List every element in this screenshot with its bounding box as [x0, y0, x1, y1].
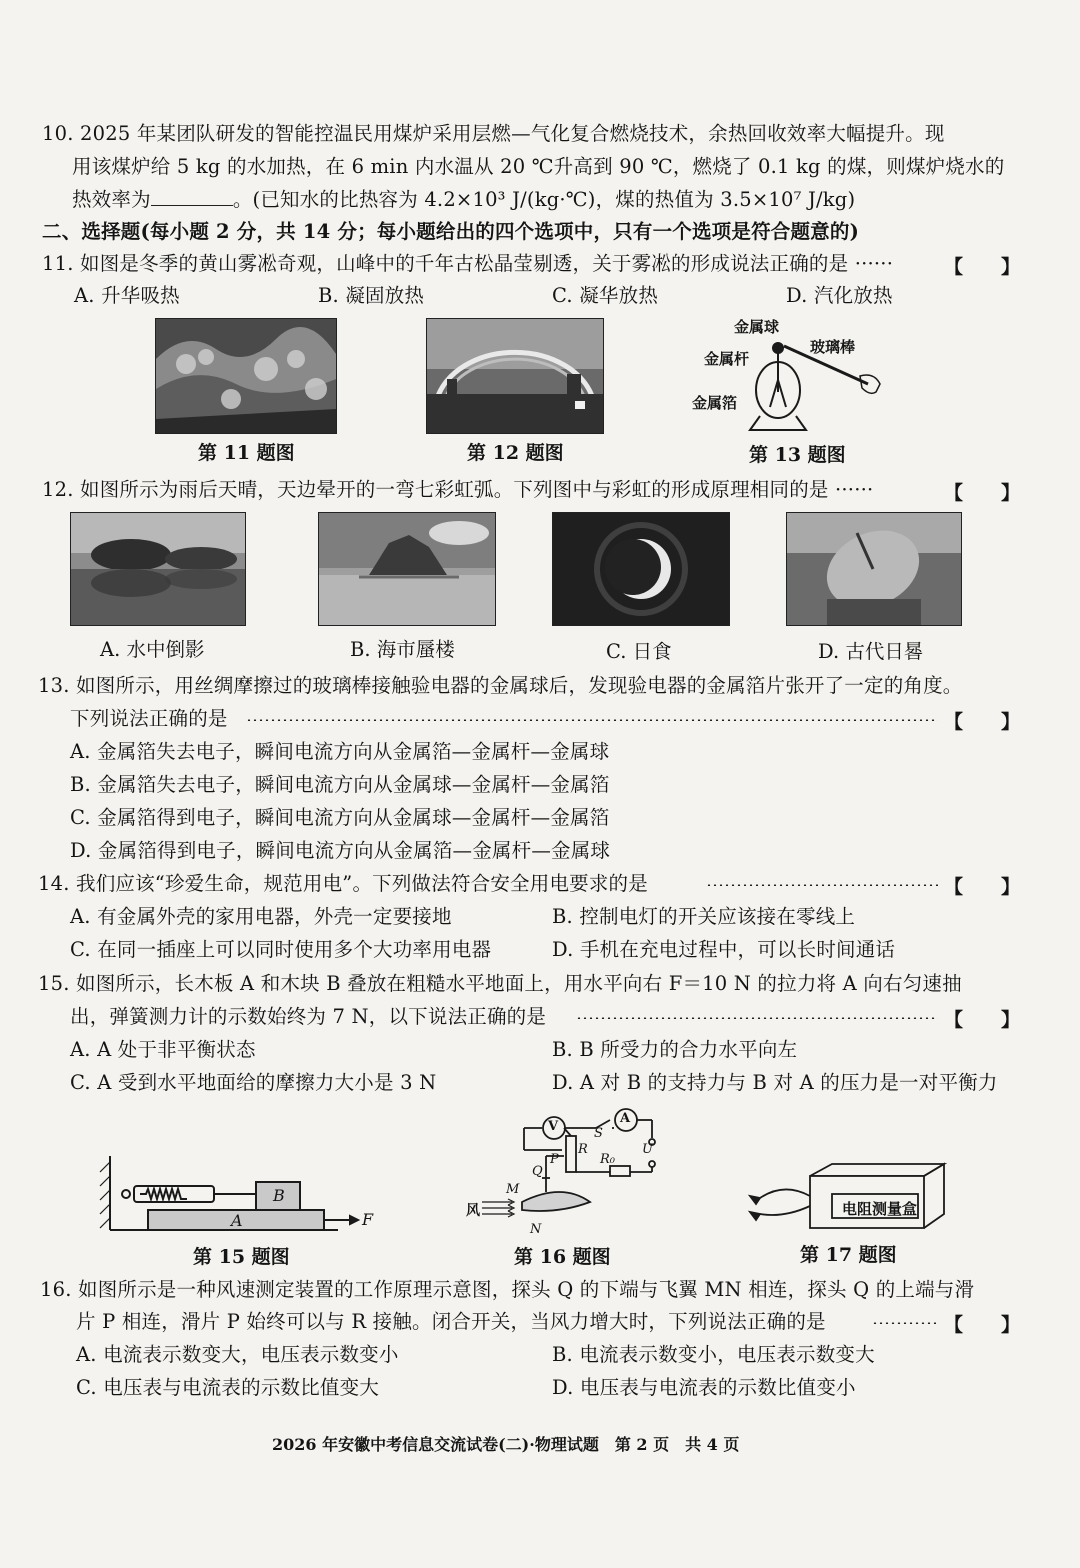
q13-answer-bracket[interactable]: 【 】: [944, 711, 1021, 733]
q11-option-c[interactable]: C. 凝华放热: [552, 284, 659, 307]
q12-photo-b-mirage: [318, 512, 496, 626]
q14-stem: 14. 我们应该“珍爱生命，规范用电”。下列做法符合安全用电要求的是: [38, 872, 648, 895]
q14-option-b[interactable]: B. 控制电灯的开关应该接在零线上: [552, 905, 856, 928]
q16-option-c[interactable]: C. 电压表与电流表的示数比值变大: [76, 1376, 380, 1399]
page-footer: 2026 年安徽中考信息交流试卷(二)·物理试题 第 2 页 共 4 页: [272, 1435, 740, 1454]
fig17-resistance-box-diagram: [744, 1162, 954, 1242]
q13-option-b[interactable]: B. 金属箔失去电子，瞬间电流方向从金属球—金属杆—金属箔: [70, 773, 610, 796]
q12-photo-a-reflection: [70, 512, 246, 626]
q12-option-a[interactable]: A. 水中倒影: [100, 638, 205, 661]
q12-stem: 12. 如图所示为雨后天晴，天边晕开的一弯七彩虹弧。下列图中与彩虹的形成原理相同的是 ······: [42, 478, 874, 501]
q12-answer-bracket[interactable]: 【 】: [944, 482, 1021, 504]
q10-line-3-pre: 热效率为: [72, 188, 151, 211]
q10-line-1: 10. 2025 年某团队研发的智能控温民用煤炉采用层燃—气化复合燃烧技术，余热回收效率大幅提升。现: [42, 122, 945, 145]
fig17-box-label: 电阻测量盒: [842, 1200, 918, 1218]
fig13-label-foil: 金属箔: [692, 394, 738, 412]
q10-line-3: [72, 186, 855, 214]
q16-option-a[interactable]: A. 电流表示数变大，电压表示数变小: [76, 1343, 399, 1366]
q15-option-a[interactable]: A. A 处于非平衡状态: [70, 1038, 256, 1061]
q16-line-1: 16. 如图所示是一种风速测定装置的工作原理示意图，探头 Q 的下端与飞翼 MN 相连，探头 Q 的上端与滑: [40, 1278, 975, 1301]
fig16-n-label: N: [530, 1222, 542, 1237]
fig15-label-f: F: [362, 1210, 374, 1229]
q13-line-2: 下列说法正确的是: [70, 707, 228, 730]
caption-fig12: 第 12 题图: [467, 442, 564, 464]
q14-answer-bracket[interactable]: 【 】: [944, 876, 1021, 898]
q10-line-2: 用该煤炉给 5 kg 的水加热，在 6 min 内水温从 20 ℃升高到 90 ℃，燃烧了 0.1 kg 的煤，则煤炉烧水的: [72, 155, 1005, 178]
fig16-slider-label: P: [550, 1152, 559, 1167]
fig16-wind-label: 风: [466, 1203, 480, 1219]
caption-fig15: 第 15 题图: [193, 1246, 290, 1268]
q12-option-c[interactable]: C. 日食: [606, 640, 672, 663]
q13-option-c[interactable]: C. 金属箔得到电子，瞬间电流方向从金属球—金属杆—金属箔: [70, 806, 610, 829]
q15-leader-dots: [576, 1017, 938, 1019]
q13-option-a[interactable]: A. 金属箔失去电子，瞬间电流方向从金属箔—金属杆—金属球: [70, 740, 610, 763]
q12-option-d[interactable]: D. 古代日晷: [818, 640, 924, 663]
q16-option-d[interactable]: D. 电压表与电流表的示数比值变小: [552, 1376, 856, 1399]
fig16-wind-circuit-diagram: [462, 1106, 672, 1242]
fig16-r0-label: R₀: [600, 1152, 615, 1167]
caption-fig13: 第 13 题图: [749, 444, 846, 466]
fig16-ammeter-label: A: [620, 1111, 631, 1126]
q15-option-d[interactable]: D. A 对 B 的支持力与 B 对 A 的压力是一对平衡力: [552, 1071, 998, 1094]
fig16-probe-label: Q: [532, 1164, 543, 1179]
fig16-source-label: U: [642, 1142, 653, 1157]
q16-answer-bracket[interactable]: 【 】: [944, 1314, 1021, 1336]
caption-fig17: 第 17 题图: [800, 1244, 897, 1266]
q11-option-a[interactable]: A. 升华吸热: [74, 284, 180, 307]
fig11-rime-photo: [155, 318, 337, 434]
q15-option-b[interactable]: B. B 所受力的合力水平向左: [552, 1038, 798, 1061]
q11-stem: 11. 如图是冬季的黄山雾凇奇观，山峰中的千年古松晶莹剔透，关于雾凇的形成说法正确的是 ······: [42, 252, 894, 275]
q14-option-d[interactable]: D. 手机在充电过程中，可以长时间通话: [552, 938, 896, 961]
q13-leader-dots: [246, 719, 938, 721]
q12-photo-c-eclipse: [552, 512, 730, 626]
q14-leader-dots: [706, 884, 938, 886]
q11-option-d[interactable]: D. 汽化放热: [786, 284, 893, 307]
q15-answer-bracket[interactable]: 【 】: [944, 1009, 1021, 1031]
q16-option-b[interactable]: B. 电流表示数变小，电压表示数变大: [552, 1343, 875, 1366]
q12-option-b[interactable]: B. 海市蜃楼: [350, 638, 455, 661]
q11-option-b[interactable]: B. 凝固放热: [318, 284, 425, 307]
q15-option-c[interactable]: C. A 受到水平地面给的摩擦力大小是 3 N: [70, 1071, 437, 1094]
fig13-label-rod: 金属杆: [704, 350, 750, 368]
fig15-label-b: B: [273, 1186, 285, 1205]
q13-line-1: 13. 如图所示，用丝绸摩擦过的玻璃棒接触验电器的金属球后，发现验电器的金属箔片张开了一定的角度。: [38, 674, 963, 697]
fig12-rainbow-photo: [426, 318, 604, 434]
caption-fig11: 第 11 题图: [198, 442, 295, 464]
caption-fig16: 第 16 题图: [514, 1246, 611, 1268]
q15-line-2: 出，弹簧测力计的示数始终为 7 N，以下说法正确的是: [70, 1005, 547, 1028]
q15-line-1: 15. 如图所示，长木板 A 和木块 B 叠放在粗糙水平地面上，用水平向右 F＝10 N 的拉力将 A 向右匀速抽: [38, 972, 962, 995]
q10-line-3-post: 。(已知水的比热容为 4.2×10³ J/(kg·℃)，煤的热值为 3.5×10⁷ J/kg): [232, 188, 856, 211]
fig16-m-label: M: [506, 1182, 520, 1197]
answer-blank[interactable]: [151, 187, 233, 206]
fig15-label-a: A: [231, 1211, 243, 1230]
q13-option-d[interactable]: D. 金属箔得到电子，瞬间电流方向从金属箔—金属杆—金属球: [70, 839, 611, 862]
fig15-friction-diagram: [98, 1150, 388, 1236]
fig16-resistor-label: R: [578, 1142, 588, 1157]
fig13-label-glass-rod: 玻璃棒: [810, 338, 856, 356]
q14-option-c[interactable]: C. 在同一插座上可以同时使用多个大功率用电器: [70, 938, 492, 961]
q14-option-a[interactable]: A. 有金属外壳的家用电器，外壳一定要接地: [70, 905, 452, 928]
q16-leader-dots: [872, 1322, 936, 1324]
fig13-label-ball: 金属球: [734, 318, 780, 336]
fig13-electroscope-diagram: [690, 312, 910, 442]
section-2-heading: 二、选择题(每小题 2 分，共 14 分；每小题给出的四个选项中，只有一个选项是符合题意的): [42, 220, 860, 243]
q16-line-2: 片 P 相连，滑片 P 始终可以与 R 接触。闭合开关，当风力增大时，下列说法正确的是: [76, 1310, 826, 1333]
fig16-switch-label: S: [594, 1126, 603, 1141]
fig16-voltmeter-label: V: [548, 1119, 559, 1134]
q12-photo-d-sundial: [786, 512, 962, 626]
q11-answer-bracket[interactable]: 【 】: [944, 256, 1021, 278]
